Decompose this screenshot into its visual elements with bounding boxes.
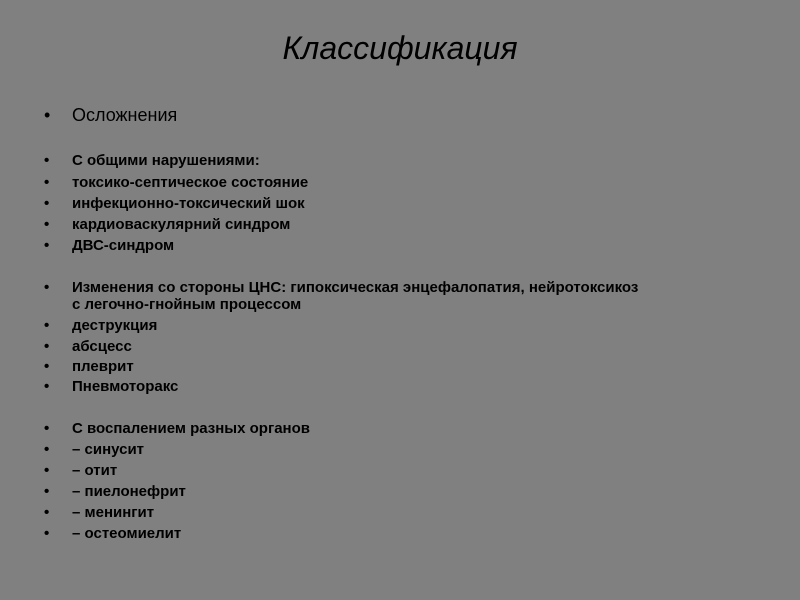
bullet: •: [44, 195, 50, 212]
list-item-text: – синусит: [72, 441, 145, 458]
bullet: •: [44, 420, 50, 437]
list-item-text: плеврит: [72, 358, 134, 375]
bullet: •: [44, 525, 50, 542]
group-heading-text-line2: с легочно-гнойным процессом: [72, 296, 302, 313]
bullet: •: [44, 279, 50, 296]
list-item-text: токсико-септическое состояние: [72, 174, 309, 191]
bullet: •: [44, 338, 50, 355]
bullet: •: [44, 317, 50, 334]
bullet: •: [44, 378, 50, 395]
group-heading-text: С воспалением разных органов: [72, 420, 310, 437]
list-item-text: ДВС-синдром: [72, 237, 175, 254]
list-item-text: – отит: [72, 462, 118, 479]
bullet: •: [44, 152, 50, 169]
bullet: •: [44, 237, 50, 254]
list-item-text: абсцесс: [72, 338, 132, 355]
bullet: •: [44, 216, 50, 233]
group-heading-text: С общими нарушениями:: [72, 152, 260, 169]
list-item-text: – менингит: [72, 504, 155, 521]
list-item-text: – остеомиелит: [72, 525, 182, 542]
bullet: •: [44, 441, 50, 458]
bullet: •: [44, 174, 50, 191]
group-heading-text-line1: Изменения со стороны ЦНС: гипоксическая энцефалопатия, нейротоксикоз: [72, 279, 639, 296]
bullet: •: [44, 483, 50, 500]
list-item-text: кардиоваскулярний синдром: [72, 216, 291, 233]
list-item-text: инфекционно-токсический шок: [72, 195, 305, 212]
complications-label: Осложнения: [72, 105, 178, 125]
slide-title: Классификация: [282, 30, 518, 66]
bullet: •: [44, 105, 51, 125]
list-item-text: деструкция: [72, 317, 158, 334]
bullet: •: [44, 358, 50, 375]
list-item-text: – пиелонефрит: [72, 483, 186, 500]
bullet: •: [44, 462, 50, 479]
bullet: •: [44, 504, 50, 521]
list-item-text: Пневмоторакс: [72, 378, 179, 395]
